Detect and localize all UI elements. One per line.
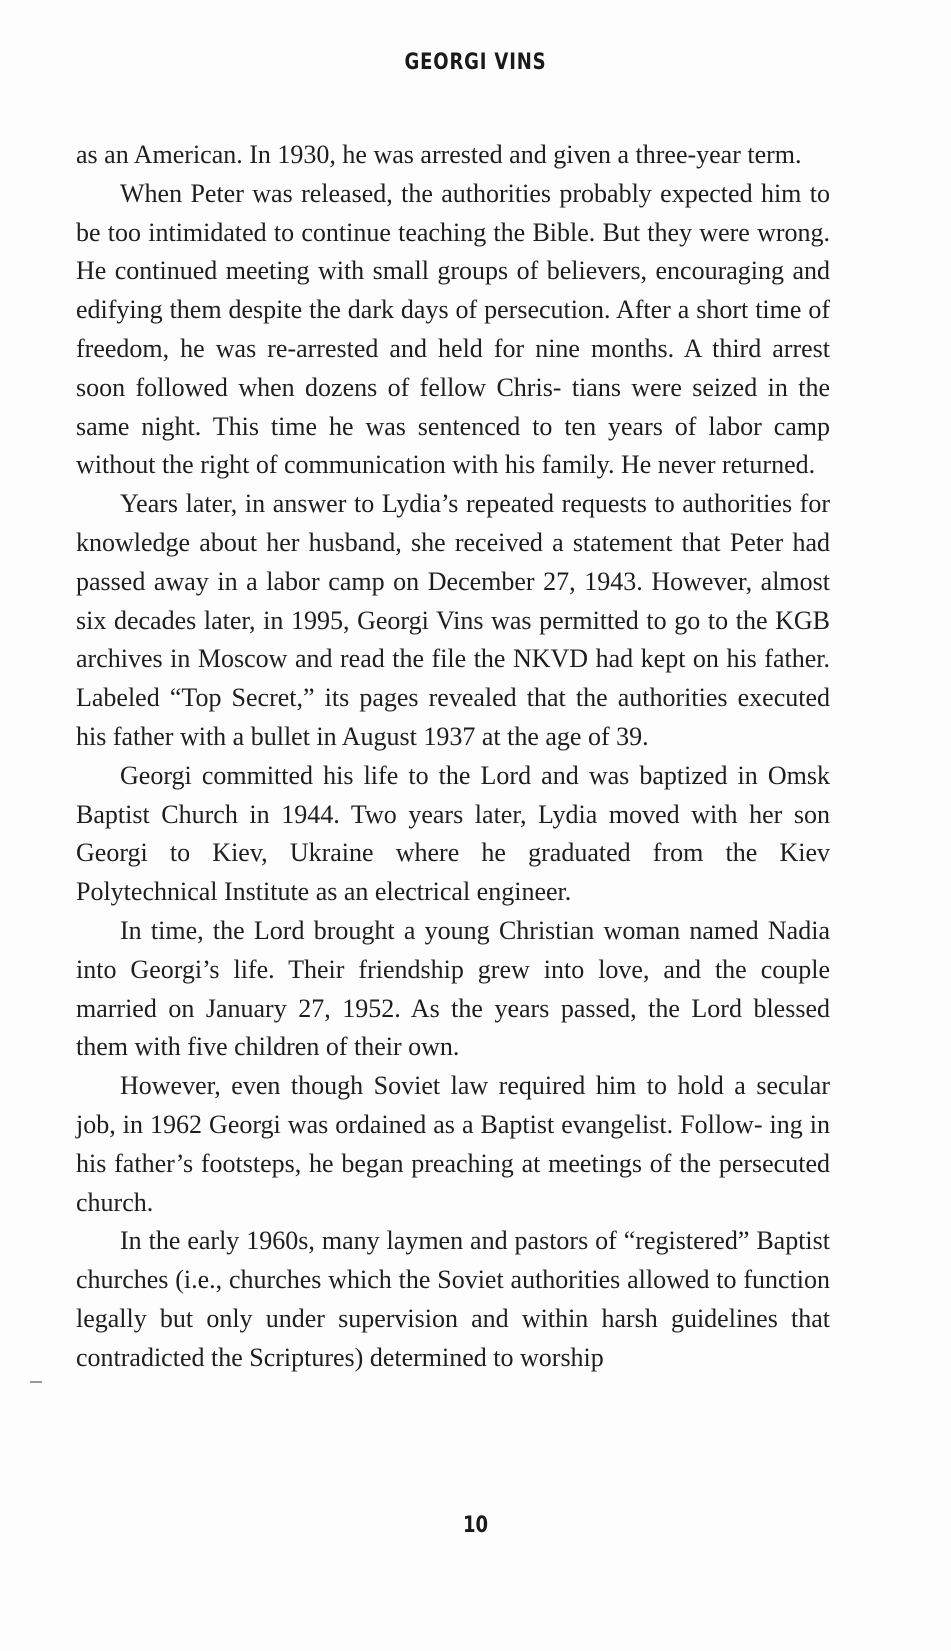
body-text	[76, 136, 830, 1378]
page-number: 10	[462, 1513, 489, 1538]
paragraph-peter-released: When Peter was released, the authorities probably expected him to be too intimidated to continue teaching the Bible. But they were wrong. He continued meeting with small groups of believers, encouraging and edifying them despite the dark days of persecution. After a short time of freedom, he was re-arrested and held for nine months. A third arrest soon followed when dozens of fellow Chris- tians were seized in the same night. This time he was sentenced to ten years of labor camp without the right of communication with his family. He never returned.	[76, 178, 830, 480]
running-head: GEORGI VINS	[404, 50, 547, 75]
paragraph-nadia: In time, the Lord brought a young Christian woman named Nadia into Georgi’s life. Their friendship grew into love, and the couple married on January 27, 1952. As the years passed, the Lord blessed them with five children of their own.	[76, 915, 830, 1062]
margin-mark	[30, 1381, 42, 1383]
paragraph-early-1960s: In the early 1960s, many laymen and pastors of “registered” Baptist churches (i.e., churches which the Soviet authorities allowed to function legally but only under supervision and within harsh guidelines that contradicted the Scriptures) determined to worship	[76, 1226, 830, 1372]
paragraph-continued: as an American. In 1930, he was arrested and given a three-year term.	[76, 140, 802, 169]
paragraph-georgi-baptized: Georgi committed his life to the Lord and was baptized in Omsk Baptist Church in 1944. Two years later, Lydia moved with her son Georgi to Kiev, Ukraine where he graduated from the Kiev Polytechnical Institute as an electrical engineer.	[76, 760, 830, 907]
paragraph-years-later: Years later, in answer to Lydia’s repeated requests to authorities for knowledge about her husband, she received a statement that Peter had passed away in a labor camp on December 27, 1943. However, almost six decades later, in 1995, Georgi Vins was permitted to go to the KGB archives in Moscow and read the file the NKVD had kept on his father. Labeled “Top Secret,” its pages revealed that the authorities executed his father with a bullet in August 1937 at the age of 39.	[76, 489, 830, 751]
paragraph-ordained: However, even though Soviet law required him to hold a secular job, in 1962 Georgi was ordained as a Baptist evangelist. Follow- ing in his father’s footsteps, he began preaching at meetings of the persecuted church.	[76, 1071, 830, 1217]
